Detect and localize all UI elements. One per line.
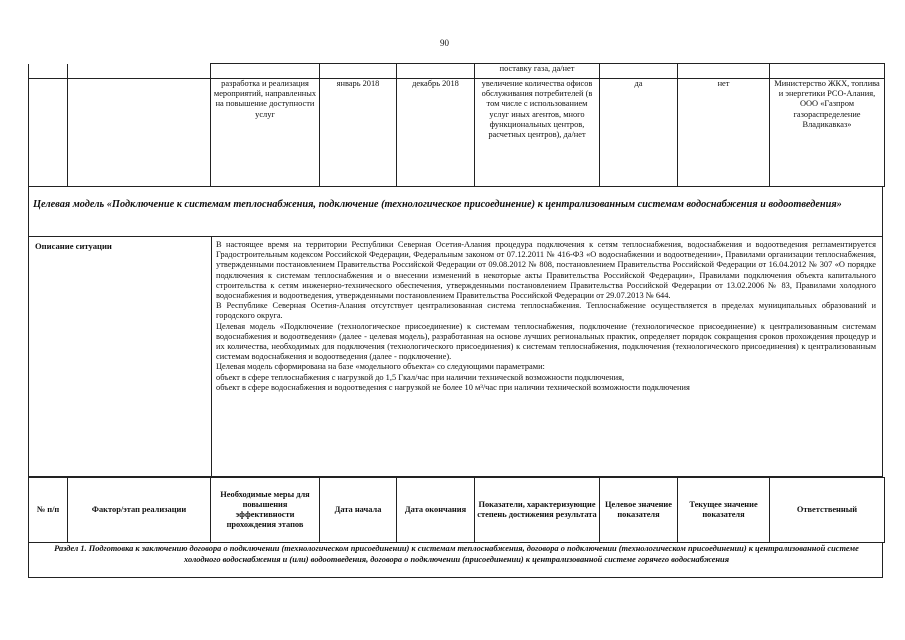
header-start: Дата начала: [320, 478, 397, 543]
header-measures: Необходимые меры для повышения эффективности прохождения этапов: [211, 478, 320, 543]
paragraph: объект в сфере водоснабжения и водоотведения с нагрузкой не более 10 м³/час при наличии технической возможности подключения: [216, 382, 690, 392]
situation-text: [216, 240, 876, 393]
section-1-row: [28, 542, 883, 578]
indicator-cell: увеличение количества офисов обслуживания потребителей (в том числе с использованием услуг иных агентов, много функциональных центров, расчетных центров), да/нет: [475, 79, 600, 187]
header-row: [29, 478, 885, 543]
end-date-cell: декабрь 2018: [397, 79, 475, 187]
section-1-title: Раздел 1. Подготовка к заключению договора о подключении (технологическом присоединении) к системам теплоснабжения, договора о подключении (технологическом присоединении) к централизованной системе холодного водоснабжения и (или) водоотведения, договора о подключении (присоединении) к централизованной системе горячего водоснабжения: [54, 544, 859, 564]
continuation-indicator: поставку газа, да/нет: [475, 64, 600, 79]
top-table: [28, 63, 885, 187]
column-divider: [211, 237, 212, 476]
paragraph: Целевая модель сформирована на базе «модельного объекта» со следующими параметрами:: [216, 362, 545, 372]
paragraph: В Республике Северная Осетия-Алания отсутствует централизованная система теплоснабжения. Теплоснабжение осуществляется в пределах муниципальных образований и городского округа.: [216, 301, 876, 321]
situation-description: [28, 237, 883, 477]
model-title: Целевая модель «Подключение к системам теплоснабжения, подключение (технологическое присоединение) к централизованным системам водоснабжения и водоотведения»: [33, 199, 842, 210]
current-value-cell: нет: [678, 79, 770, 187]
target-value-cell: да: [600, 79, 678, 187]
header-responsible: Ответственный: [770, 478, 885, 543]
column-header-table: [28, 477, 885, 543]
header-factor: Фактор/этап реализации: [68, 478, 211, 543]
situation-label: Описание ситуации: [35, 241, 112, 251]
start-date-cell: январь 2018: [320, 79, 397, 187]
paragraph: объект в сфере теплоснабжения с нагрузкой до 1,5 Гкал/час при наличии технической возможности подключения,: [216, 372, 625, 382]
measure-cell: разработка и реализация мероприятий, направленных на повышение доступности услуг: [211, 79, 320, 187]
paragraph: В настоящее время на территории Республики Северная Осетия-Алания процедура подключения к сетям теплоснабжения, водоснабжения и водоотведения регламентируется Градостроительным кодексом Российской Федерации, Федеральным законом от 07.12.2011 № 416-ФЗ «О водоснабжении и водоотведении», Правилами организации теплоснабжения, утвержденными постановлением Правительства Российской Федерации от 09.08.2012 № 808, постановлением Правительства Российской Федерации от 16.04.2012 № 307 «О порядке подключения к системам теплоснабжения и о внесении изменений в некоторые акты Правительства Российской Федерации», Правилами подключения объекта капитального строительства к сетям инженерно-технического обеспечения, утвержденными постановлением Правительства Российской Федерации от 13.02.2006 № 83, Правилами холодного водоснабжения и водоотведения, утвержденными постановлением Правительства Российской Федерации от 29.07.2013 № 644.: [216, 240, 876, 301]
header-target: Целевое значение показателя: [600, 478, 678, 543]
continuation-row: [29, 64, 885, 79]
paragraph: Целевая модель «Подключение (технологическое присоединение) к системам теплоснабжения, подключение (технологическое присоединение) к централизованным системам водоснабжения и водоотведения» (далее - целевая модель), разработанная на основе лучших региональных практик, определяет порядок сокращения сроков прохождения процедур и их количества, необходимых для подключения (технологического присоединения) к системам теплоснабжения, подключения (технологического присоединения) к централизованным системам водоснабжения и водоотведения (далее - подключение).: [216, 321, 876, 362]
header-num: № п/п: [29, 478, 68, 543]
page-number: 90: [440, 38, 449, 48]
table-row: [29, 79, 885, 187]
responsible-cell: Министерство ЖКХ, топлива и энергетики РСО-Алания, ООО «Газпром газораспределение Владикавказ»: [770, 79, 885, 187]
model-title-banner: [28, 186, 883, 237]
header-end: Дата окончания: [397, 478, 475, 543]
header-current: Текущее значение показателя: [678, 478, 770, 543]
header-indicators: Показатели, характеризующие степень достижения результата: [475, 478, 600, 543]
